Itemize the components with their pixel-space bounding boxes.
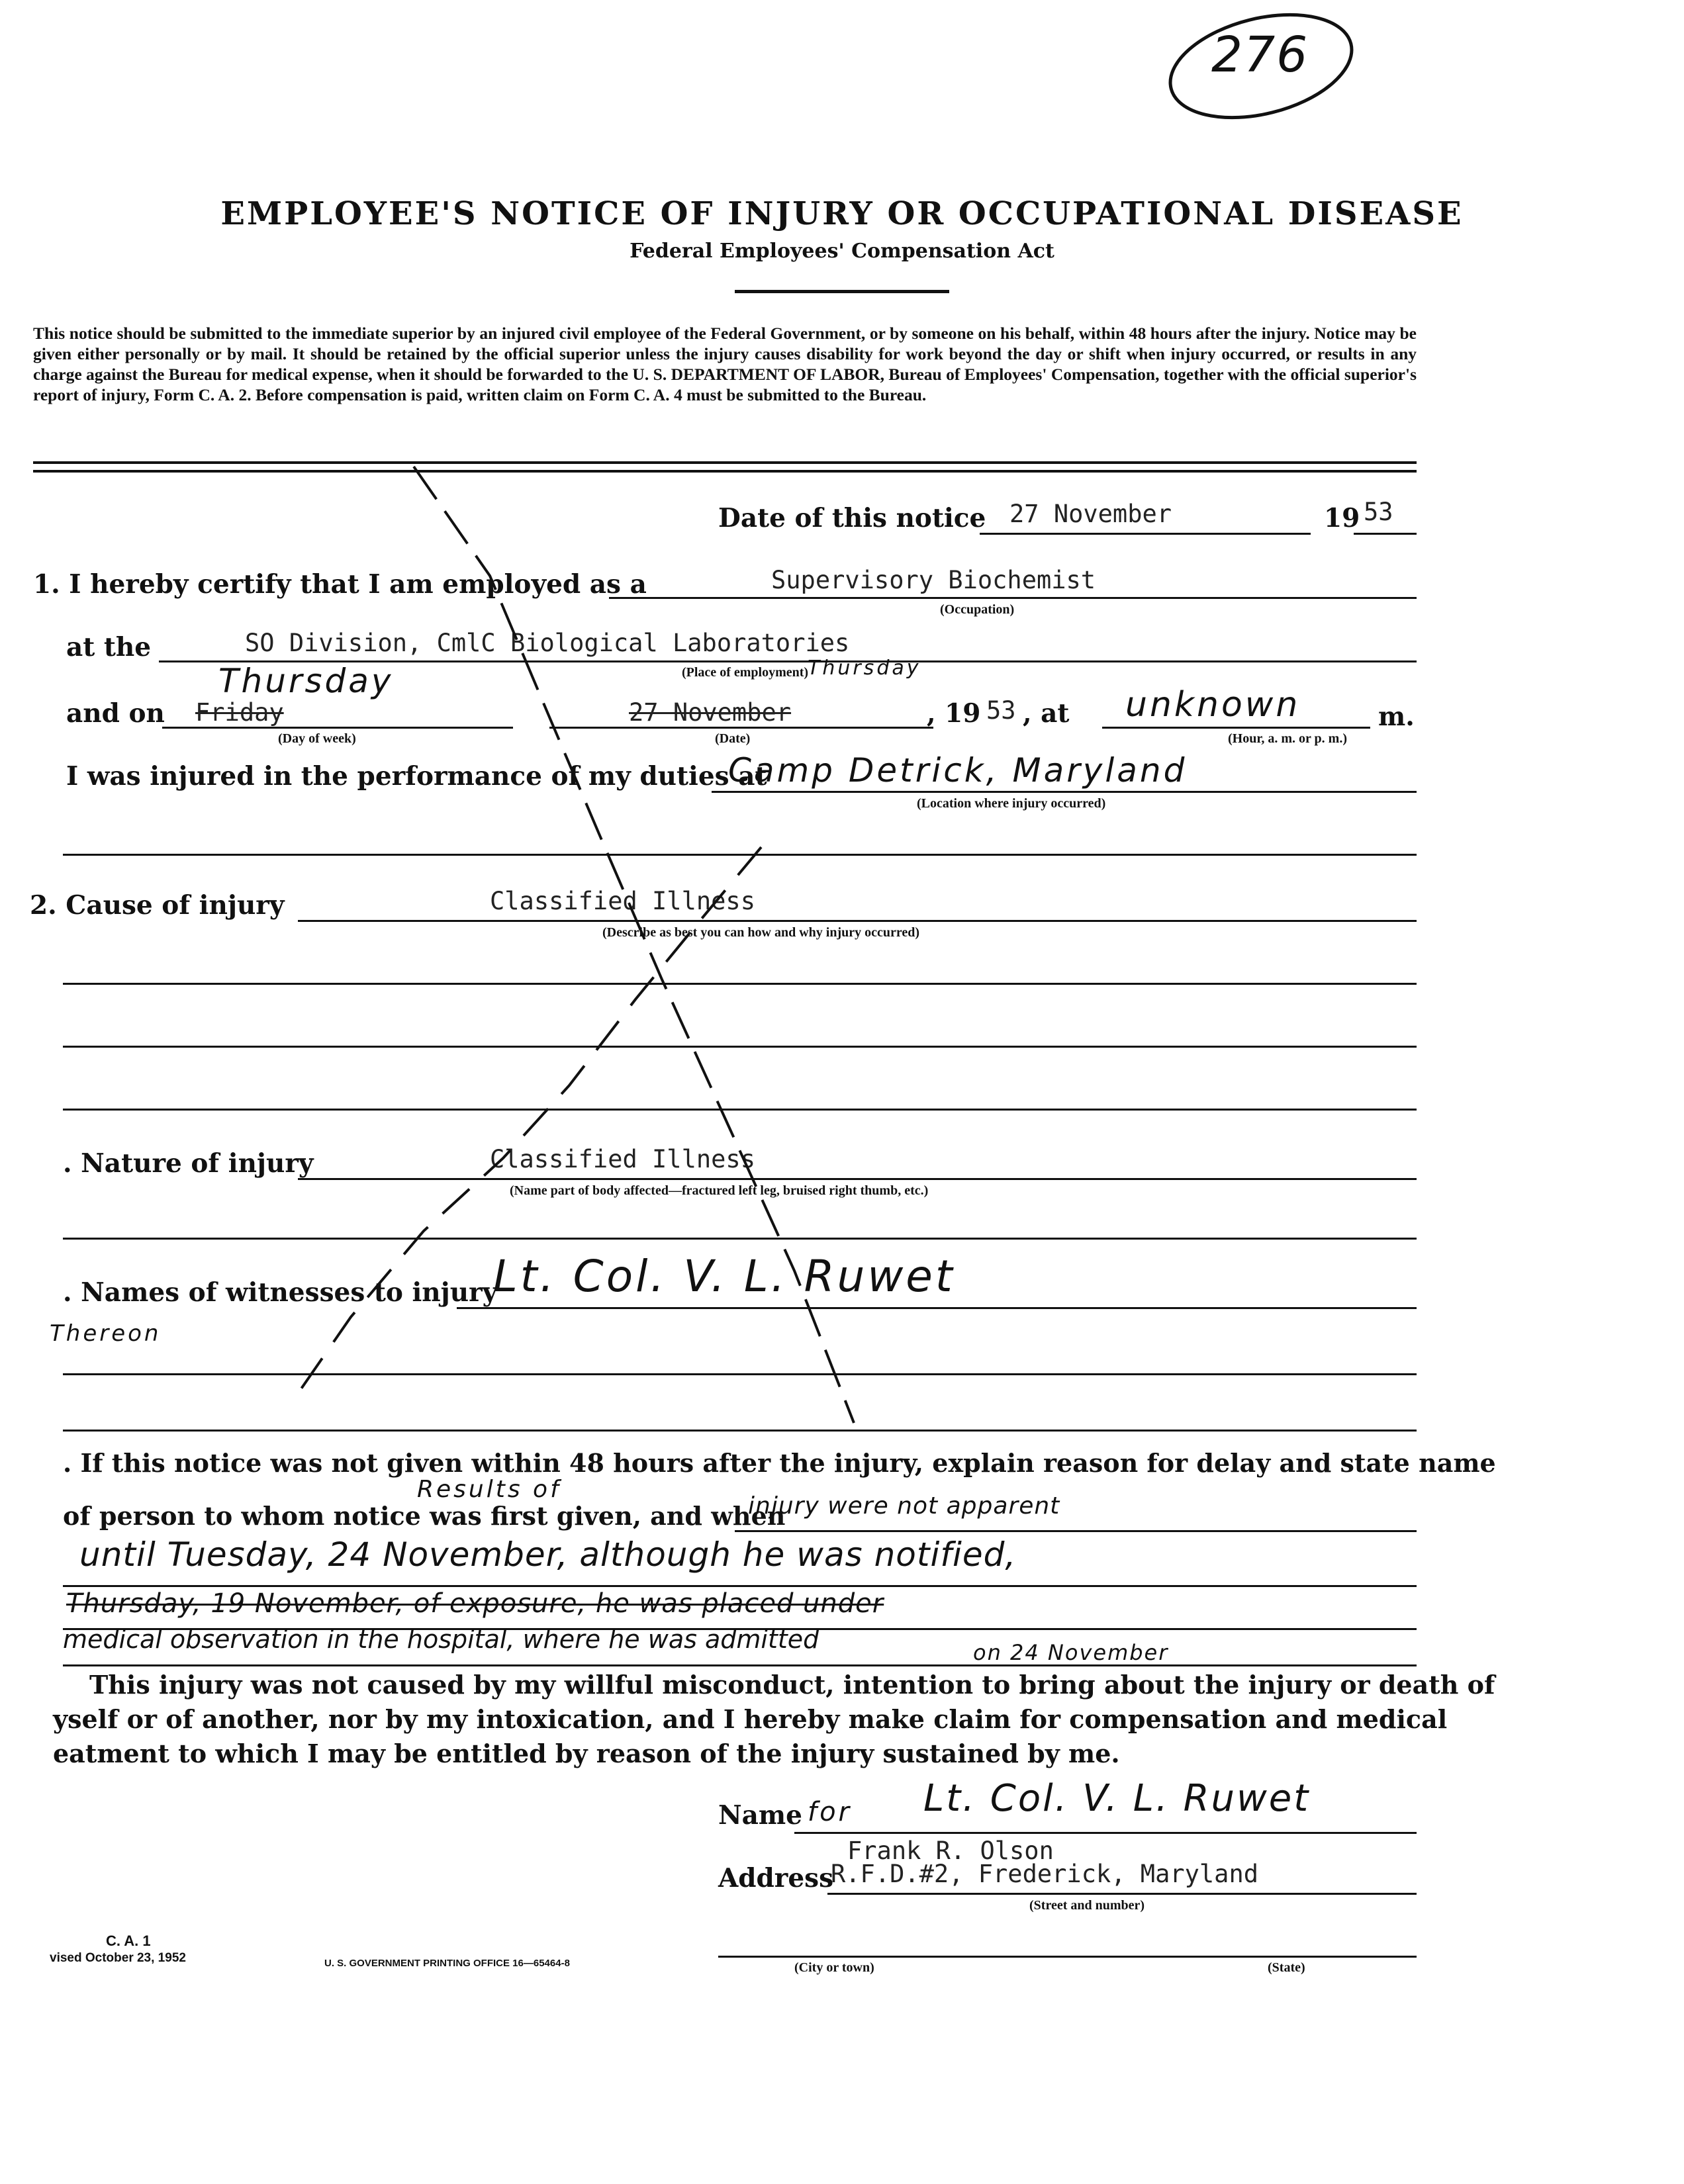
statement-line1: This injury was not caused by my willful misconduct, intention to bring about the injury or death of [89, 1670, 1495, 1700]
notice-date-label: Date of this notice [718, 503, 986, 533]
notice-year-value: 53 [1364, 498, 1393, 526]
location-caption: (Location where injury occurred) [917, 796, 1106, 811]
title-divider [735, 290, 949, 293]
delay-handwriting-1: injury were not apparent [748, 1492, 1060, 1520]
name-line [794, 1832, 1417, 1834]
date-typed: 27 November [629, 698, 792, 727]
date-at-label: , at [1023, 698, 1070, 729]
divider-bottom [33, 470, 1417, 473]
nature-line-2 [63, 1238, 1417, 1240]
place-handwriting: Thursday [808, 657, 921, 680]
city-caption: (City or town) [794, 1960, 874, 1975]
statement-line3: eatment to which I may be entitled by reason of the injury sustained by me. [53, 1739, 1120, 1768]
day-handwriting: Thursday [218, 662, 394, 700]
delay-label-line2: of person to whom notice was first given, and when [63, 1501, 786, 1531]
injured-label: I was injured in the performance of my duties at [66, 761, 767, 792]
cause-line [298, 920, 1417, 922]
hour-line [1102, 727, 1370, 729]
delay-line-2 [63, 1585, 1417, 1587]
date-line [549, 727, 933, 729]
day-line [162, 727, 513, 729]
street-caption: (Street and number) [1029, 1898, 1145, 1913]
revised-date: vised October 23, 1952 [50, 1951, 186, 1965]
place-caption: (Place of employment) [682, 665, 809, 680]
witnesses-line [457, 1307, 1417, 1309]
m-suffix: m. [1378, 702, 1415, 732]
city-line [718, 1956, 1417, 1958]
location-handwriting: Camp Detrick, Maryland [728, 751, 1188, 790]
delay-handwriting-above: Results of [417, 1476, 561, 1503]
name-handwriting: Lt. Col. V. L. Ruwet [923, 1777, 1311, 1820]
printer-info: U. S. GOVERNMENT PRINTING OFFICE 16—65464-8 [324, 1958, 570, 1969]
witnesses-handwriting: Lt. Col. V. L. Ruwet [493, 1251, 955, 1302]
occupation-caption: (Occupation) [940, 602, 1015, 617]
witnesses-label: . Names of witnesses to injury [63, 1277, 498, 1308]
notice-date-value: 27 November [1009, 500, 1172, 528]
cause-label: 2. Cause of injury [30, 890, 285, 921]
delay-line-4 [63, 1664, 1417, 1666]
address-line [827, 1893, 1417, 1895]
cause-line-2 [63, 983, 1417, 985]
name-for-handwriting: for [808, 1797, 852, 1827]
and-on-label: and on [66, 698, 165, 729]
notice-year-prefix: 19 [1324, 503, 1360, 533]
date-year-label: , 19 [927, 698, 981, 729]
place-value: SO Division, CmlC Biological Laboratories [245, 629, 850, 657]
state-caption: (State) [1268, 1960, 1305, 1975]
form-title: EMPLOYEE'S NOTICE OF INJURY OR OCCUPATIONAL DISEASE [220, 195, 1464, 232]
address-typed: R.F.D.#2, Frederick, Maryland [831, 1860, 1259, 1888]
notice-year-line [1354, 533, 1417, 535]
form-subtitle: Federal Employees' Compensation Act [630, 240, 1054, 263]
cause-caption: (Describe as best you can how and why injury occurred) [602, 925, 920, 940]
address-label: Address [718, 1863, 834, 1893]
cause-line-3 [63, 1046, 1417, 1048]
at-label: at the [66, 632, 152, 662]
delay-handwriting-2: until Tuesday, 24 November, although he was notified, [79, 1535, 1017, 1574]
occupation-line [609, 597, 1417, 599]
delay-line-1 [735, 1530, 1417, 1532]
name-label: Name [718, 1800, 802, 1831]
delay-label-line1: . If this notice was not given within 48 hours after the injury, explain reason for delay and state name [63, 1448, 1496, 1478]
hour-handwriting: unknown [1125, 685, 1301, 725]
nature-label: . Nature of injury [63, 1148, 314, 1179]
delay-handwriting-4: medical observation in the hospital, where he was admitted [63, 1625, 819, 1654]
nature-line [298, 1178, 1417, 1180]
cause-value: Classified Illness [490, 887, 755, 915]
delay-handwriting-3: Thursday, 19 November, of exposure, he was placed under [66, 1588, 884, 1619]
day-caption: (Day of week) [278, 731, 356, 746]
certify-label: 1. I hereby certify that I am employed as a [33, 569, 647, 600]
notice-date-line [980, 533, 1311, 535]
witnesses-line-3 [63, 1430, 1417, 1432]
date-caption: (Date) [715, 731, 751, 746]
page-number: 276 [1211, 26, 1309, 83]
nature-caption: (Name part of body affected—fractured left leg, bruised right thumb, etc.) [510, 1183, 929, 1198]
delay-handwriting-5: on 24 November [973, 1640, 1169, 1665]
nature-value: Classified Illness [490, 1145, 755, 1173]
day-typed: Friday [195, 698, 284, 727]
divider-top [33, 461, 1417, 464]
hour-caption: (Hour, a. m. or p. m.) [1228, 731, 1347, 746]
statement-line2: yself or of another, nor by my intoxication, and I hereby make claim for compensation and medical [53, 1704, 1448, 1734]
cause-line-4 [63, 1109, 1417, 1111]
occupation-value: Supervisory Biochemist [771, 566, 1096, 594]
form-id: C. A. 1 [106, 1933, 151, 1949]
witnesses-line-2 [63, 1373, 1417, 1375]
date-year-value: 53 [986, 696, 1016, 725]
instructions-text: This notice should be submitted to the immediate superior by an injured civil employee of the Federal Government, or by someone on his behalf, within 48 hours after the injury. Notice may be given either personally or by mail. It should be retained by the official superior unless the injury causes disability for work beyond the day or shift when injury occurred, or results in any charge against the Bureau for medical expense, when it should be forwarded to the U. S. DEPARTMENT OF LABOR, Bureau of Employees' Compensation, together with the official superior's report of injury, Form C. A. 2. Before compensation is paid, written claim on Form C. A. 4 must be submitted to the Bureau. [33, 324, 1417, 404]
location-line [712, 791, 1417, 793]
name-typed: Frank R. Olson [847, 1837, 1054, 1865]
location-line-2 [63, 854, 1417, 856]
witnesses-extra-handwriting: Thereon [50, 1320, 162, 1347]
